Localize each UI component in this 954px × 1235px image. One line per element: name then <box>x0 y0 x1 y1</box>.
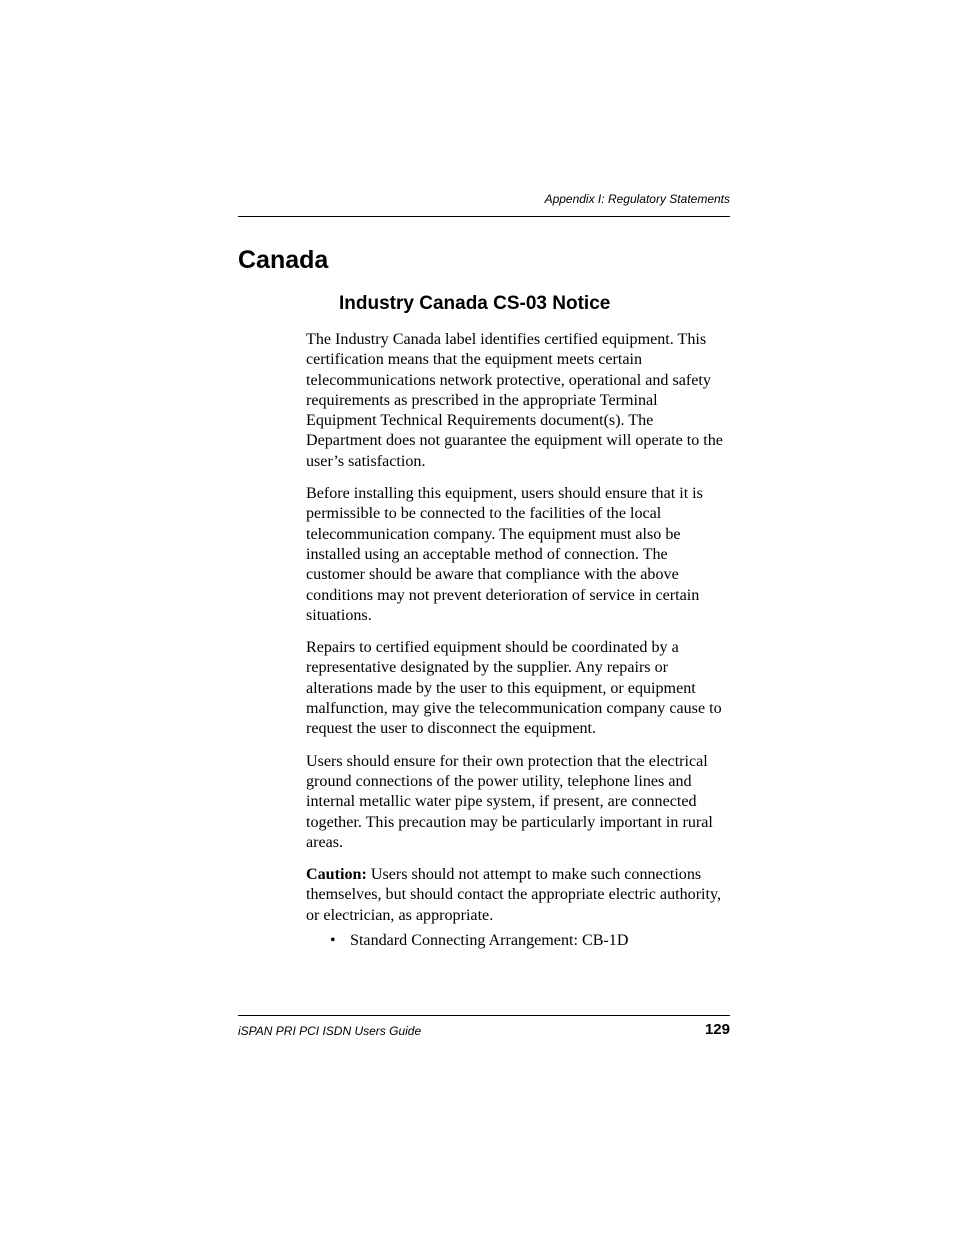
footer-rule <box>238 1015 730 1016</box>
header-rule <box>238 216 730 217</box>
caution-label: Caution: <box>306 866 367 884</box>
bullet-icon: • <box>330 932 336 950</box>
page-number: 129 <box>704 1021 730 1038</box>
subsection-title: Industry Canada CS-03 Notice <box>339 293 611 314</box>
bullet-list <box>306 931 730 951</box>
paragraph-label-identification: The Industry Canada label identifies certified equipment. This certification means that the equipment meets certain telecommunications network protective, operational and safety requirements as prescribed in the appropriate Terminal Equipment Technical Requirements document(s). The Department does not guarantee the equipment will operate to the user’s satisfaction. <box>306 331 723 470</box>
paragraph-grounding: Users should ensure for their own protection that the electrical ground connections of the power utility, telephone lines and internal metallic water pipe system, if present, are connected together. This precaution may be particularly important in rural areas. <box>306 752 713 851</box>
section-title: Canada <box>238 246 329 274</box>
running-footer <box>238 1020 730 1040</box>
paragraph-repairs: Repairs to certified equipment should be coordinated by a representative designated by the supplier. Any repairs or alterations made by the user to this equipment, or equipment malfunction, may give the telecommunication company cause to request the user to disconnect the equipment. <box>306 639 722 738</box>
list-item <box>330 931 730 951</box>
caution-paragraph <box>306 865 730 926</box>
body-text <box>306 330 730 951</box>
list-item-text: Standard Connecting Arrangement: CB-1D <box>350 932 629 950</box>
footer-document-title: iSPAN PRI PCI ISDN Users Guide <box>238 1024 422 1038</box>
running-header: Appendix I: Regulatory Statements <box>544 192 730 206</box>
caution-text: Users should not attempt to make such connections themselves, but should contact the appropriate electric authority, or electrician, as appropriate. <box>306 866 722 924</box>
paragraph-installation: Before installing this equipment, users should ensure that it is permissible to be connected to the facilities of the local telecommunication company. The equipment must also be installed using an acceptable method of connection. The customer should be aware that compliance with the above conditions may not prevent deterioration of service in certain situations. <box>306 485 703 624</box>
